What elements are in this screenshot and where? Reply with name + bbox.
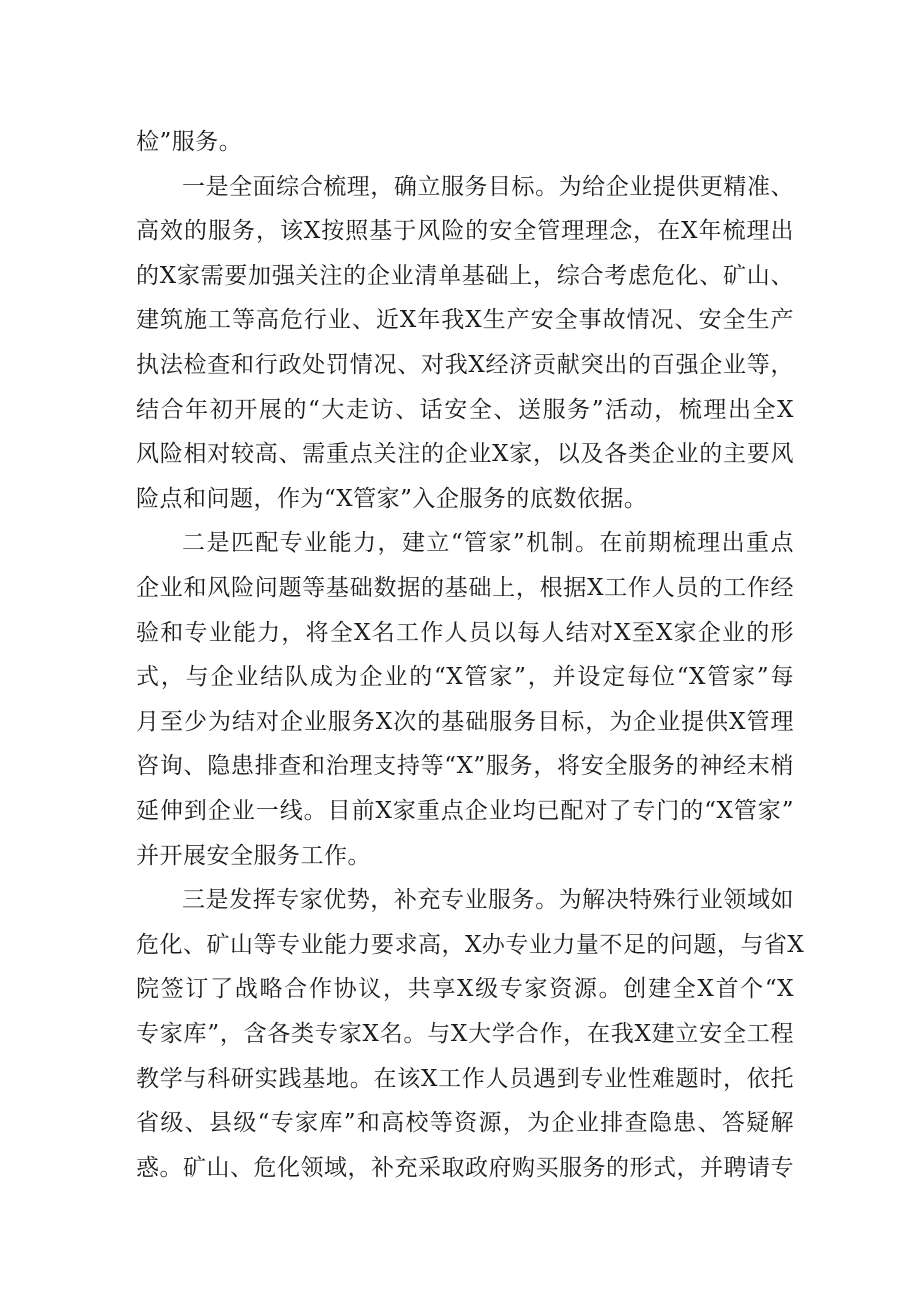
text-line: 企业和风险问题等基础数据的基础上，根据X工作人员的工作经 bbox=[136, 575, 794, 601]
text-line: 二是匹配专业能力，建立“管家”机制。在前期梳理出重点 bbox=[182, 530, 794, 557]
text-line: 结合年初开展的“大走访、话安全、送服务”活动，梳理出全X bbox=[136, 396, 794, 423]
text-line: 专家库”，含各类专家X名。与X大学合作，在我X建立安全工程 bbox=[136, 1021, 794, 1047]
text-line: 一是全面综合梳理，确立服务目标。为给企业提供更精准、 bbox=[182, 173, 794, 200]
text-line: 并开展安全服务工作。 bbox=[136, 842, 371, 869]
text-line: 检”服务。 bbox=[136, 129, 243, 155]
text-line: 惑。矿山、危化领域，补充采取政府购买服务的形式，并聘请专 bbox=[136, 1154, 794, 1181]
text-line: 式，与企业结队成为企业的“X管家”，并设定每位“X管家”每 bbox=[136, 664, 794, 691]
text-line: 验和专业能力，将全X名工作人员以每人结对X至X家企业的形 bbox=[136, 619, 794, 646]
text-line: 险点和问题，作为“X管家”入企服务的底数依据。 bbox=[136, 485, 648, 512]
text-line: 风险相对较高、需重点关注的企业X家，以及各类企业的主要风 bbox=[136, 441, 794, 468]
text-line: 教学与科研实践基地。在该X工作人员遇到专业性难题时，依托 bbox=[136, 1065, 794, 1092]
text-line: 的X家需要加强关注的企业清单基础上，综合考虑危化、矿山、 bbox=[136, 262, 794, 289]
text-line: 延伸到企业一线。目前X家重点企业均已配对了专门的“X管家” bbox=[136, 798, 794, 824]
text-line: 咨询、隐患排查和治理支持等“X”服务，将安全服务的神经末梢 bbox=[136, 753, 794, 780]
text-line: 危化、矿山等专业能力要求高，X办专业力量不足的问题，与省X bbox=[136, 931, 805, 958]
text-line: 月至少为结对企业服务X次的基础服务目标，为企业提供X管理 bbox=[136, 708, 794, 735]
text-line: 执法检查和行政处罚情况、对我X经济贡献突出的百强企业等， bbox=[136, 352, 794, 378]
text-line: 建筑施工等高危行业、近X年我X生产安全事故情况、安全生产 bbox=[136, 307, 794, 334]
text-line: 三是发挥专家优势，补充专业服务。为解决特殊行业领域如 bbox=[182, 887, 794, 914]
text-line: 高效的服务，该X按照基于风险的安全管理理念，在X年梳理出 bbox=[136, 218, 794, 245]
text-line: 省级、县级“专家库”和高校等资源，为企业排查隐患、答疑解 bbox=[136, 1110, 794, 1137]
text-line: 院签订了战略合作协议，共享X级专家资源。创建全X首个“X bbox=[136, 976, 794, 1003]
